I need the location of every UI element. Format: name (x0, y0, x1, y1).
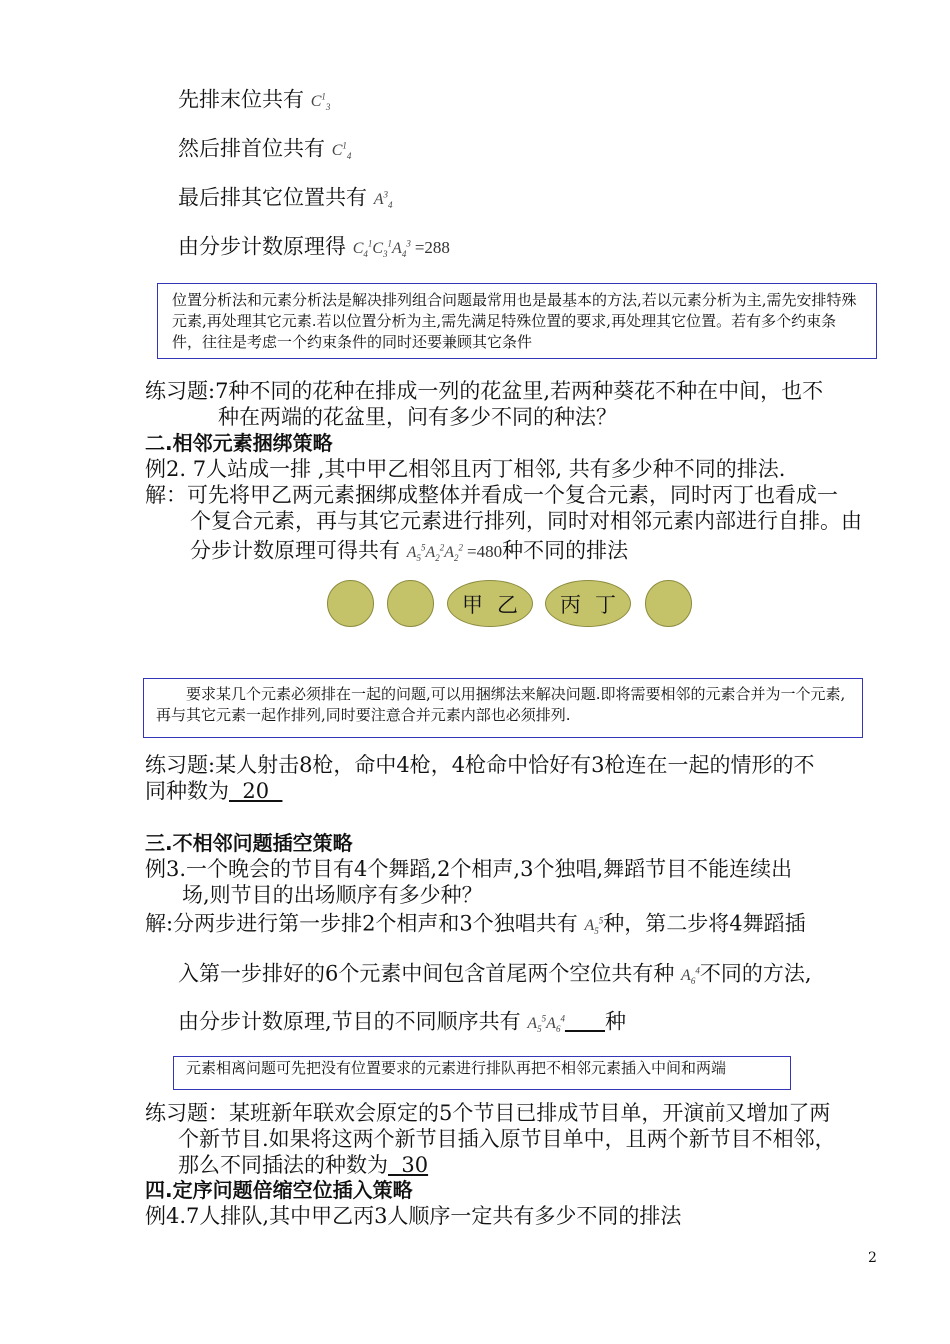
oval-jia-yi: 甲乙 (447, 580, 533, 627)
practice-2-answer: 20 (229, 779, 283, 803)
note-box-1-text: 位置分析法和元素分析法是解决排列组合问题最常用也是最基本的方法,若以元素分析为主,需先安排特殊元素,再处理其它元素.若以位置分析为主,需先满足特殊位置的要求,再处理其它位置。若有多个约束条件，往往是考虑一个约束条件的同时还要兼顾其它条件 (172, 291, 857, 351)
practice-1-line-1: 练习题:7种不同的花种在排成一列的花盆里,若两种葵花不种在中间，也不 (145, 379, 824, 403)
note-box-2 (143, 678, 863, 738)
step-4-text: 由分步计数原理得 (178, 234, 346, 259)
solution-2-line-3: 分步计数原理可得共有 $A_5^5A_2^2A_2^2 =480$种不同的排法 (190, 538, 629, 564)
practice-2-line-1: 练习题:某人射击8枪，命中4枪，4枪命中恰好有3枪连在一起的情形的不 (145, 753, 815, 777)
section-4-heading: 四.定序问题倍缩空位插入策略 (145, 1178, 413, 1202)
formula-a64: $A_6^4$ (681, 966, 700, 987)
step-2-text: 然后排首位共有 (178, 136, 325, 161)
formula-a55: $A_5^5$ (584, 916, 604, 937)
example-3-line-2: 场,则节目的出场顺序有多少种？ (182, 883, 483, 907)
step-1-text: 先排末位共有 (178, 87, 304, 112)
formula-a55a64: $A_5^5A_6^4$ (527, 1014, 565, 1035)
step-4 (178, 231, 450, 268)
section-3-heading: 三.不相邻问题插空策略 (145, 831, 353, 855)
note-box-3 (173, 1056, 791, 1090)
solution-3-line-3: 由分步计数原理,节目的不同顺序共有 $A_5^5A_6^4$ 种 (178, 1009, 626, 1035)
step-3 (178, 182, 392, 219)
practice-2-line-2: 同种数为 20 (145, 779, 283, 803)
formula-c31: $C^1_3$ (310, 92, 331, 113)
step-2 (178, 133, 351, 170)
step-3-text: 最后排其它位置共有 (178, 185, 367, 210)
oval-element-1 (327, 580, 374, 627)
formula-c41: $C^1_4$ (331, 141, 352, 162)
oval-element-2 (387, 580, 434, 627)
example-4: 例4.7人排队,其中甲乙丙3人顺序一定共有多少不同的排法 (145, 1204, 682, 1228)
practice-3-line-1: 练习题：某班新年联欢会原定的5个节目已排成节目单，开演前又增加了两 (145, 1101, 831, 1125)
solution-3-line-1: 解:分两步进行第一步排2个相声和3个独唱共有 $A_5^5$种，第二步将4舞蹈插 (145, 911, 806, 937)
answer-blank (565, 1009, 605, 1033)
formula-a55a22a22: $A_5^5A_2^2A_2^2 =480$ (406, 542, 503, 564)
oval-bing-ding: 丙丁 (545, 580, 631, 627)
practice-1-line-2: 种在两端的花盆里，问有多少不同的种法？ (218, 405, 617, 429)
practice-3-line-3: 那么不同插法的种数为 30 (178, 1153, 429, 1177)
practice-3-answer: 30 (388, 1153, 429, 1177)
note-box-2-text: 要求某几个元素必须排在一起的问题,可以用捆绑法来解决问题.即将需要相邻的元素合并为一个元素,再与其它元素一起作排列,同时要注意合并元素内部也必须排列. (156, 685, 846, 724)
practice-3-line-2: 个新节目.如果将这两个新节目插入原节目单中，且两个新节目不相邻， (178, 1127, 836, 1151)
oval-element-5 (645, 580, 692, 627)
example-3-line-1: 例3.一个晚会的节目有4个舞蹈,2个相声,3个独唱,舞蹈节目不能连续出 (145, 857, 793, 881)
formula-product: $C_4^1C_3^1A_4^3 =288$ (352, 238, 450, 260)
page-number: 2 (868, 1250, 877, 1266)
formula-a43: $A^3_4$ (373, 190, 393, 211)
step-1 (178, 84, 330, 121)
solution-3-line-2: 入第一步排好的6个元素中间包含首尾两个空位共有种 $A_6^4$不同的方法, (178, 961, 812, 987)
solution-2-line-1: 解：可先将甲乙两元素捆绑成整体并看成一个复合元素，同时丙丁也看成一 (145, 483, 838, 507)
solution-2-line-2: 个复合元素，再与其它元素进行排列，同时对相邻元素内部进行自排。由 (190, 509, 862, 533)
note-box-1 (157, 283, 877, 359)
section-2-heading: 二.相邻元素捆绑策略 (145, 431, 333, 455)
note-box-3-text: 元素相离问题可先把没有位置要求的元素进行排队再把不相邻元素插入中间和两端 (186, 1059, 727, 1077)
example-2: 例2. 7人站成一排 ,其中甲乙相邻且丙丁相邻, 共有多少种不同的排法. (145, 457, 786, 481)
